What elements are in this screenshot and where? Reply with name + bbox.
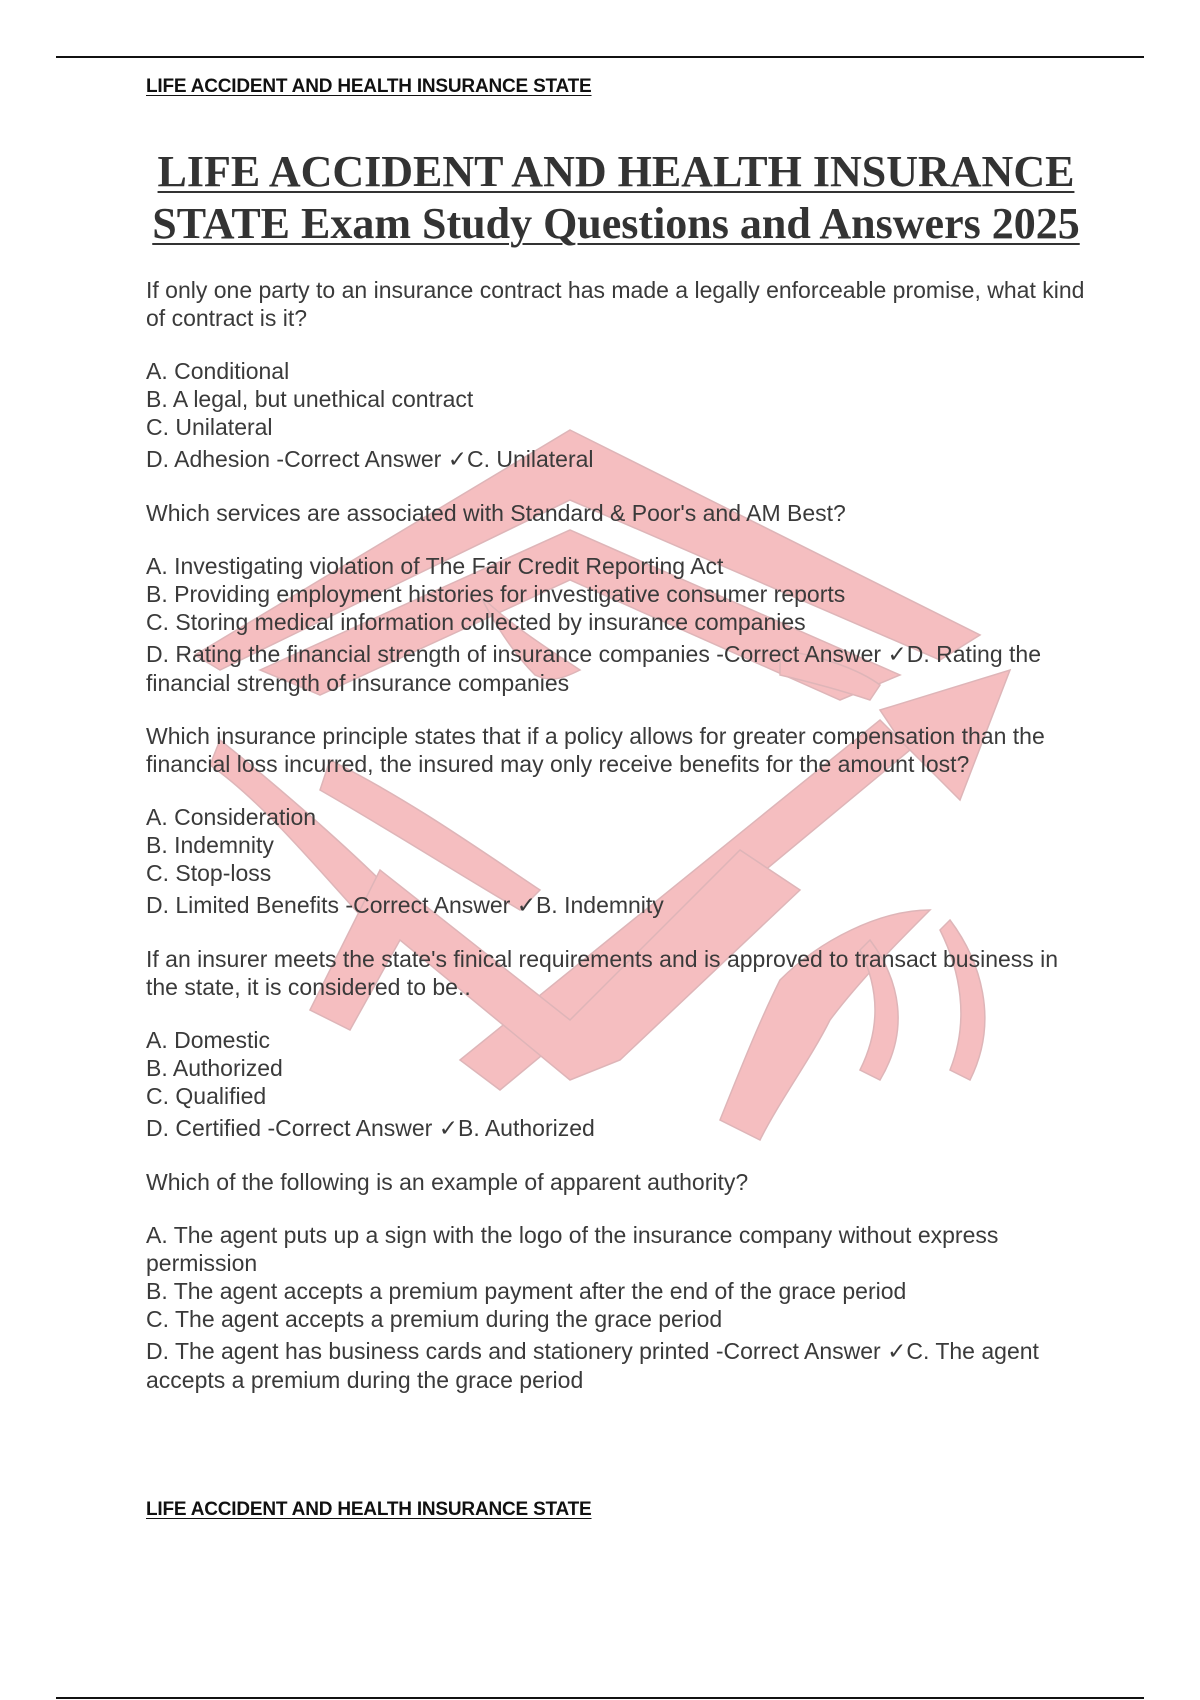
title-line-2: STATE Exam Study Questions and Answers 2025 <box>152 199 1080 248</box>
correct-answer: B. Authorized <box>457 1115 595 1141</box>
option-c: C. The agent accepts a premium during the grace period <box>146 1306 723 1332</box>
option-a: A. The agent puts up a sign with the logo of the insurance company without express permission <box>146 1222 999 1276</box>
question-text: Which services are associated with Standard & Poor's and AM Best? <box>146 500 846 526</box>
option-b: B. Providing employment histories for investigative consumer reports <box>146 581 846 607</box>
option-d: D. Rating the financial strength of insurance companies <box>146 641 710 667</box>
question-text: If only one party to an insurance contract has made a legally enforceable promise, what kind of contract is it? <box>146 277 1085 331</box>
question-block <box>146 1168 1096 1394</box>
question-text: Which insurance principle states that if a policy allows for greater compensation than the financial loss incurred, the insured may only receive benefits for the amount lost? <box>146 723 1045 777</box>
question-text: If an insurer meets the state's finical requirements and is approved to transact business in the state, it is considered to be.. <box>146 946 1059 1000</box>
question-list <box>146 276 1096 1419</box>
question-block <box>146 276 1096 474</box>
answer-prefix: -Correct Answer <box>267 1115 439 1141</box>
correct-answer: B. Indemnity <box>535 892 664 918</box>
answer-prefix: -Correct Answer <box>345 892 517 918</box>
option-a: A. Conditional <box>146 358 290 384</box>
option-list <box>146 1026 1096 1143</box>
option-a: A. Consideration <box>146 804 317 830</box>
check-icon: ✓ <box>887 642 907 668</box>
running-footer-header: LIFE ACCIDENT AND HEALTH INSURANCE STATE <box>146 1499 592 1520</box>
check-icon: ✓ <box>438 1116 458 1142</box>
option-d: D. Adhesion <box>146 446 271 472</box>
answer-prefix: -Correct Answer <box>716 641 888 667</box>
option-d: D. Limited Benefits <box>146 892 340 918</box>
answer-prefix: -Correct Answer <box>276 446 448 472</box>
option-b: B. The agent accepts a premium payment after the end of the grace period <box>146 1278 907 1304</box>
question-block <box>146 722 1096 920</box>
option-d-with-answer <box>146 891 1096 920</box>
option-a: A. Domestic <box>146 1027 270 1053</box>
bottom-rule <box>56 1697 1144 1699</box>
option-c: C. Storing medical information collected by insurance companies <box>146 609 806 635</box>
correct-answer: C. The agent accepts a premium during the grace period <box>146 1338 1039 1393</box>
title-line-1: LIFE ACCIDENT AND HEALTH INSURANCE <box>157 147 1075 196</box>
option-b: B. Authorized <box>146 1055 283 1081</box>
answer-prefix: -Correct Answer <box>715 1338 888 1364</box>
option-list <box>146 1221 1096 1394</box>
question-block <box>146 945 1096 1143</box>
option-c: C. Stop-loss <box>146 860 272 886</box>
option-list <box>146 803 1096 920</box>
option-b: B. Indemnity <box>146 832 274 858</box>
option-d-with-answer <box>146 445 1096 474</box>
check-icon: ✓ <box>887 1339 907 1365</box>
question-text: Which of the following is an example of apparent authority? <box>146 1169 749 1195</box>
correct-answer: C. Unilateral <box>466 446 594 472</box>
option-d: D. The agent has business cards and stationery printed <box>146 1338 710 1364</box>
option-d-with-answer <box>146 1337 1096 1394</box>
option-d-with-answer <box>146 640 1096 697</box>
option-d-with-answer <box>146 1114 1096 1143</box>
option-list <box>146 552 1096 697</box>
option-d: D. Certified <box>146 1115 262 1141</box>
option-c: C. Qualified <box>146 1083 267 1109</box>
question-block <box>146 499 1096 697</box>
running-header: LIFE ACCIDENT AND HEALTH INSURANCE STATE <box>146 76 592 97</box>
check-icon: ✓ <box>516 893 536 919</box>
check-icon: ✓ <box>447 447 467 473</box>
correct-answer: D. Rating the financial strength of insurance companies <box>146 641 1042 696</box>
document-title <box>146 146 1086 250</box>
option-a: A. Investigating violation of The Fair Credit Reporting Act <box>146 553 724 579</box>
option-list <box>146 357 1096 474</box>
top-rule <box>56 56 1144 58</box>
option-b: B. A legal, but unethical contract <box>146 386 474 412</box>
option-c: C. Unilateral <box>146 414 273 440</box>
